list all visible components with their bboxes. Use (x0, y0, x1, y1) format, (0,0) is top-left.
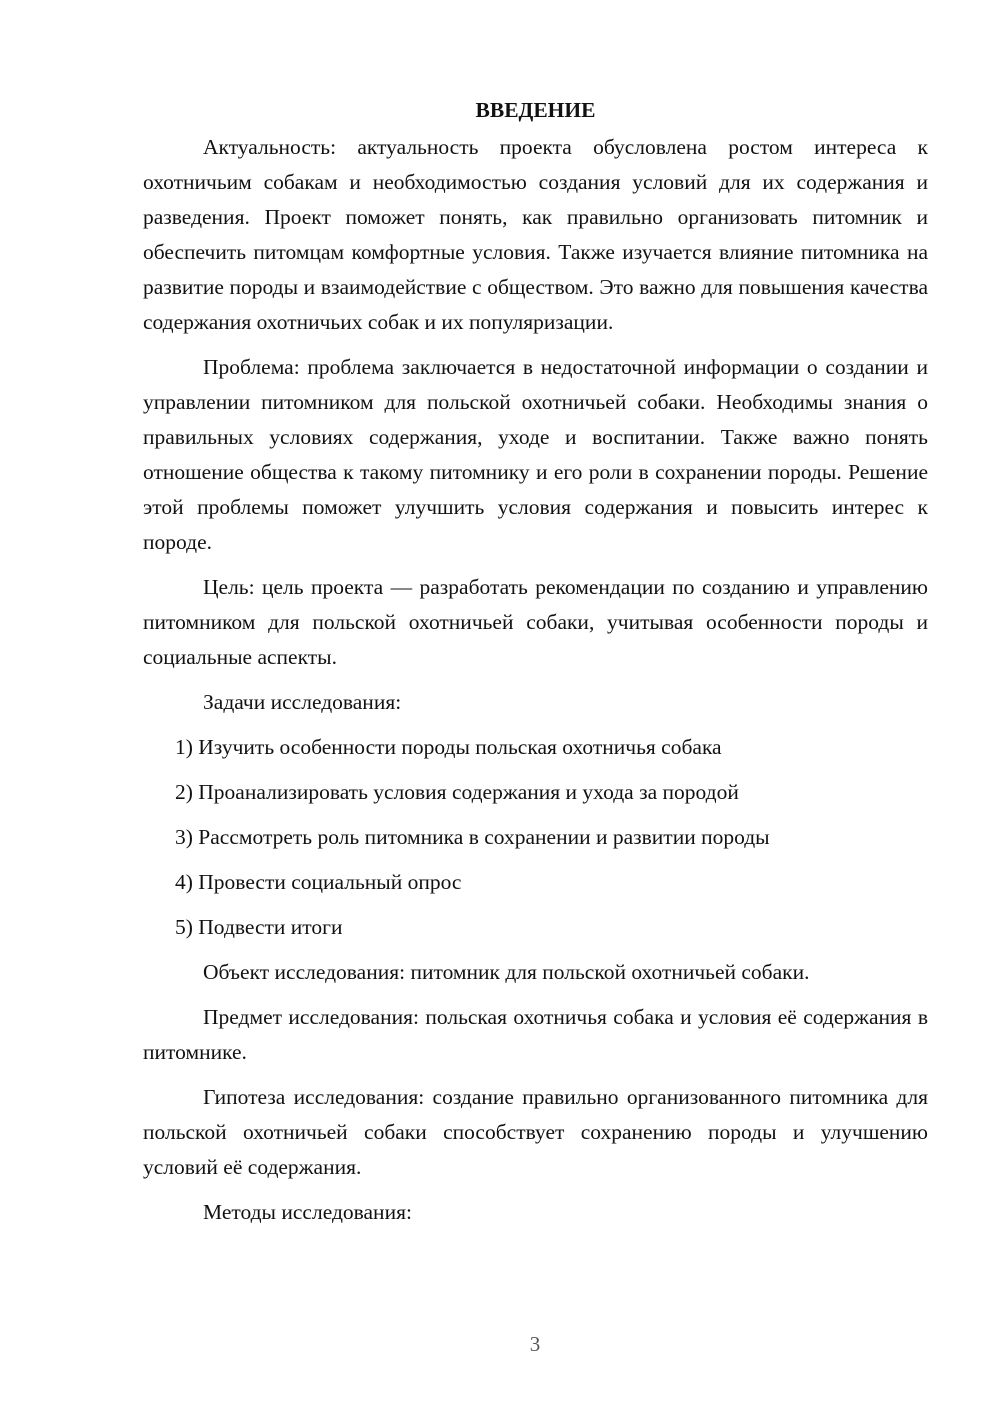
paragraph-hypothesis: Гипотеза исследования: создание правильно организованного питомника для польской охотничьей собаки способствует сохранению породы и улучшению условий её содержания. (143, 1085, 928, 1179)
page-number: 3 (529, 1332, 541, 1356)
list-item: 4) Провести социальный опрос (175, 870, 462, 894)
list-item: 3) Рассмотреть роль питомника в сохранении и развитии породы (175, 825, 770, 849)
paragraph-methods-heading: Методы исследования: (203, 1200, 412, 1224)
paragraph-problem: Проблема: проблема заключается в недостаточной информации о создании и управлении питомником для польской охотничьей собаки. Необходимы знания о правильных условиях содержания, уходе и воспитании. Также важно понять отношение общества к такому питомнику и его роли в сохранении породы. Решение этой проблемы поможет улучшить условия содержания и повысить интерес к породе. (143, 355, 928, 554)
list-item: 1) Изучить особенности породы польская охотничья собака (175, 735, 722, 759)
page-content (143, 93, 928, 1240)
list-item: 2) Проанализировать условия содержания и ухода за породой (175, 780, 739, 804)
paragraph-object: Объект исследования: питомник для польской охотничьей собаки. (203, 960, 810, 984)
paragraph-subject: Предмет исследования: польская охотничья собака и условия её содержания в питомнике. (143, 1005, 928, 1064)
list-item: 5) Подвести итоги (175, 915, 343, 939)
paragraph-relevance: Актуальность: актуальность проекта обусловлена ростом интереса к охотничьим собакам и необходимостью создания условий для их содержания и разведения. Проект поможет понять, как правильно организовать питомник и обеспечить питомцам комфортные условия. Также изучается влияние питомника на развитие породы и взаимодействие с обществом. Это важно для повышения качества содержания охотничьих собак и их популяризации. (143, 135, 928, 334)
section-title: ВВЕДЕНИЕ (475, 98, 596, 122)
paragraph-tasks-heading: Задачи исследования: (203, 690, 402, 714)
paragraph-goal: Цель: цель проекта — разработать рекомендации по созданию и управлению питомником для польской охотничьей собаки, учитывая особенности породы и социальные аспекты. (143, 575, 928, 669)
tasks-list (143, 730, 928, 945)
